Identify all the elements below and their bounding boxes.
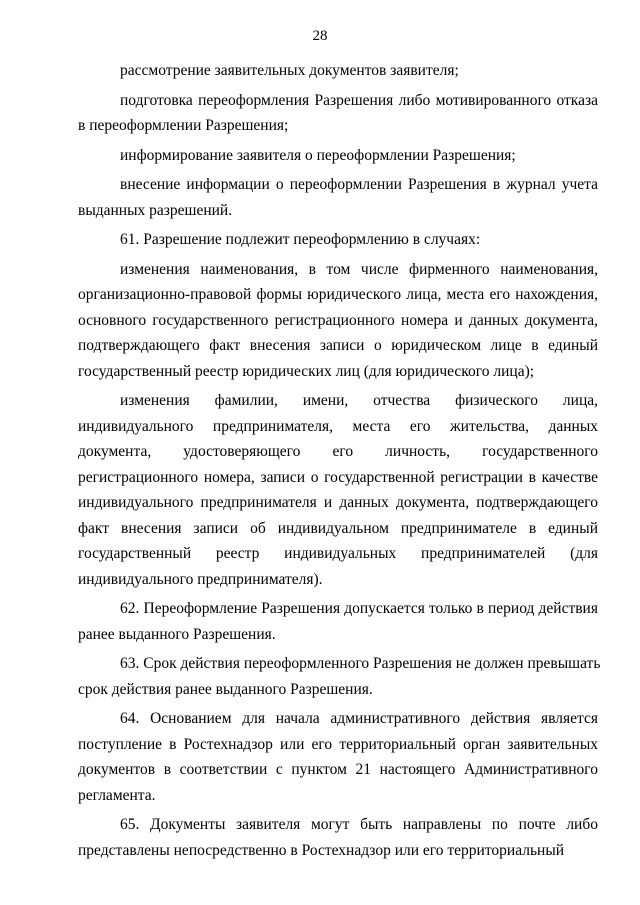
paragraph-p8 — [78, 596, 598, 647]
text-line: основного государственного регистрационного номера и данных документа, — [78, 311, 598, 329]
paragraph-p10 — [78, 706, 598, 808]
text-line: рассмотрение заявительных документов заявителя; — [120, 62, 459, 79]
text-line: подготовка переоформления Разрешения либо мотивированного отказа — [120, 91, 598, 109]
text-line: информирование заявителя о переоформлении Разрешения; — [120, 146, 516, 164]
text-line: изменения наименования, в том числе фирменного наименования, — [120, 260, 598, 278]
paragraph-p5 — [120, 227, 598, 253]
text-line: представлены непосредственно в Ростехнадзор или его территориальный — [78, 841, 565, 859]
text-line: поступление в Ростехнадзор или его территориальный орган заявительных — [78, 735, 598, 753]
paragraph-p11 — [78, 812, 598, 863]
text-line: индивидуального предпринимателя). — [78, 570, 323, 588]
text-line: документа, удостоверяющего его личность, государственного — [78, 443, 598, 460]
text-line: 61. Разрешение подлежит переоформлению в случаях: — [120, 231, 481, 248]
text-line: ранее выданного Разрешения. — [78, 625, 276, 643]
text-line: организационно-правовой формы юридического лица, места его нахождения, — [78, 286, 598, 303]
paragraph-p6 — [78, 257, 598, 385]
paragraph-p2 — [78, 88, 598, 139]
text-line: в переоформлении Разрешения; — [78, 117, 289, 134]
text-line: государственный реестр индивидуальных предпринимателей (для — [78, 545, 598, 562]
text-line: 64. Основанием для начала административного действия является — [120, 710, 598, 727]
text-line: факт внесения записи об индивидуальном предпринимателе в единый — [78, 519, 598, 537]
paragraph-p1 — [120, 58, 598, 84]
paragraph-p9 — [78, 651, 601, 702]
paragraph-p4 — [78, 172, 598, 223]
document-body — [78, 58, 601, 867]
text-line: индивидуального предпринимателя и данных документа, подтверждающего — [78, 494, 598, 511]
text-line: регистрационного номера, записи о государственной регистрации в качестве — [78, 468, 598, 486]
paragraph-p7 — [78, 388, 598, 592]
text-line: 62. Переоформление Разрешения допускается только в период действия — [120, 600, 598, 617]
paragraph-p3 — [120, 143, 598, 169]
text-line: регламента. — [78, 786, 156, 804]
text-line: выданных разрешений. — [78, 201, 233, 219]
text-line: государственный реестр юридических лиц (для юридического лица); — [78, 362, 535, 380]
text-line: срок действия ранее выданного Разрешения. — [78, 680, 373, 698]
text-line: документов в соответствии с пунктом 21 настоящего Административного — [78, 761, 598, 778]
text-line: подтверждающего факт внесения записи о юридическом лице в единый — [78, 337, 598, 354]
text-line: 63. Срок действия переоформленного Разрешения не должен превышать — [120, 655, 601, 672]
text-line: изменения фамилии, имени, отчества физического лица, — [120, 392, 598, 409]
page-number: 28 — [312, 28, 328, 44]
text-line: внесение информации о переоформлении Разрешения в журнал учета — [120, 176, 598, 193]
text-line: 65. Документы заявителя могут быть направлены по почте либо — [120, 816, 598, 833]
text-line: индивидуального предпринимателя, места его жительства, данных — [78, 417, 598, 435]
